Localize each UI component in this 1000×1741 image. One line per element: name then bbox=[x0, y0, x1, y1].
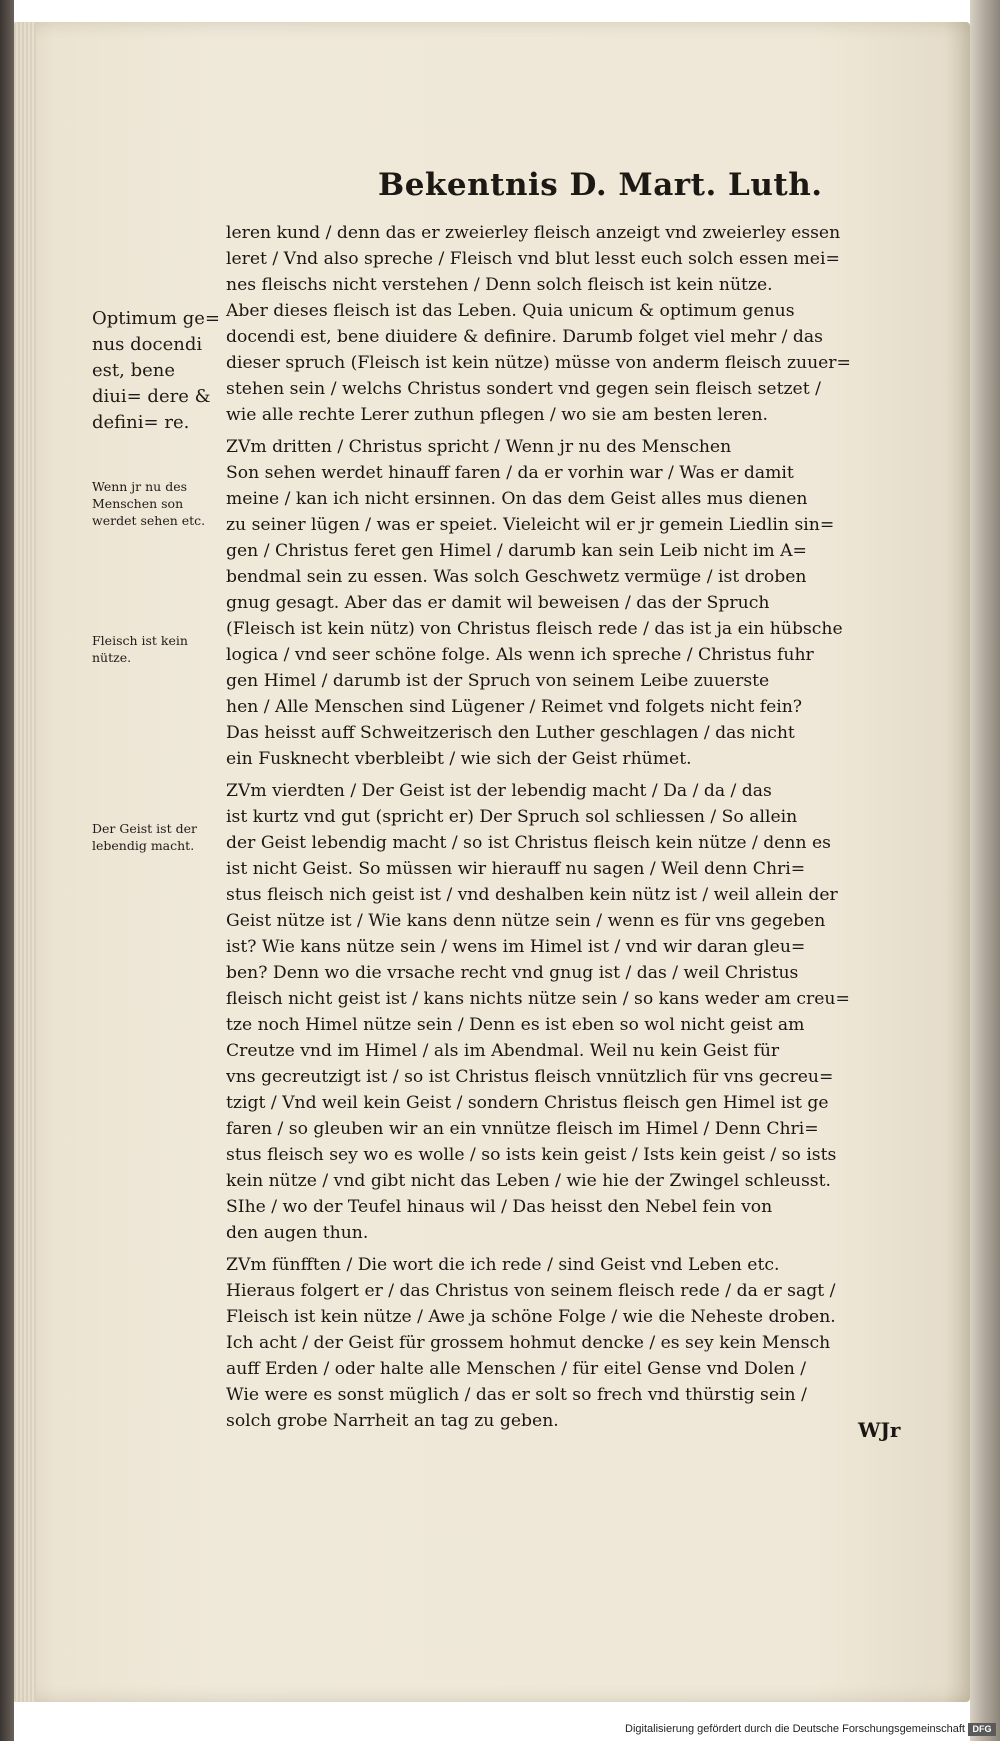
text-line: leren kund / denn das er zweierley fleisch anzeigt vnd zweierley essen bbox=[226, 223, 841, 243]
catchword: WJr bbox=[858, 1418, 901, 1442]
text-line: dieser spruch (Fleisch ist kein nütze) müsse von anderm fleisch zuuer= bbox=[226, 353, 851, 373]
text-line: meine / kan ich nicht ersinnen. On das dem Geist alles mus dienen bbox=[226, 489, 808, 509]
text-line: tze noch Himel nütze sein / Denn es ist eben so wol nicht geist am bbox=[226, 1015, 805, 1035]
text-line: ben? Denn wo die vrsache recht vnd gnug ist / das / weil Christus bbox=[226, 963, 799, 983]
footer-credit: Digitalisierung gefördert durch die Deutsche Forschungsgemeinschaft bbox=[625, 1723, 965, 1735]
text-line: Hieraus folgert er / das Christus von seinem fleisch rede / da er sagt / bbox=[226, 1281, 836, 1301]
text-line: vns gecreutzigt ist / so ist Christus fleisch vnnützlich für vns gecreu= bbox=[226, 1067, 834, 1087]
text-line: stehen sein / welchs Christus sondert vnd gegen sein fleisch setzet / bbox=[226, 379, 821, 399]
margin-note-menschen-son: Wenn jr nu des Menschen son werdet sehen etc. bbox=[92, 479, 206, 528]
text-line: kein nütze / vnd gibt nicht das Leben / wie hie der Zwingel schleusst. bbox=[226, 1171, 831, 1191]
text-line: ein Fusknecht vberbleibt / wie sich der Geist rhümet. bbox=[226, 749, 692, 769]
text-line: fleisch nicht geist ist / kans nichts nütze sein / so kans weder am creu= bbox=[226, 989, 850, 1009]
margin-note-geist-lebendig: Der Geist ist der lebendig macht. bbox=[92, 821, 197, 853]
text-line: gen / Christus feret gen Himel / darumb kan sein Leib nicht im A= bbox=[226, 541, 807, 561]
text-line: wie alle rechte Lerer zuthun pflegen / wo sie am besten leren. bbox=[226, 405, 768, 425]
text-line: ist kurtz vnd gut (spricht er) Der Spruch sol schliessen / So allein bbox=[226, 807, 798, 827]
text-line: SIhe / wo der Teufel hinaus wil / Das heisst den Nebel fein von bbox=[226, 1197, 773, 1217]
text-line: Aber dieses fleisch ist das Leben. Quia unicum & optimum genus bbox=[226, 301, 795, 321]
text-line: ZVm dritten / Christus spricht / Wenn jr nu des Menschen bbox=[226, 437, 732, 457]
book-spine-left bbox=[0, 0, 14, 1741]
text-line: leret / Vnd also spreche / Fleisch vnd blut lesst euch solch essen mei= bbox=[226, 249, 840, 269]
dfg-logo-icon: DFG bbox=[968, 1723, 996, 1736]
text-line: hen / Alle Menschen sind Lügener / Reimet vnd folgets nicht fein? bbox=[226, 697, 803, 717]
text-line: der Geist lebendig macht / so ist Christus fleisch kein nütze / denn es bbox=[226, 833, 832, 853]
text-line: Ich acht / der Geist für grossem hohmut dencke / es sey kein Mensch bbox=[226, 1333, 831, 1353]
text-line: Son sehen werdet hinauff faren / da er vorhin war / Was er damit bbox=[226, 463, 794, 483]
text-line: Geist nütze ist / Wie kans denn nütze sein / wenn es für vns gegeben bbox=[226, 911, 826, 931]
text-line: Creutze vnd im Himel / als im Abendmal. Weil nu kein Geist für bbox=[226, 1041, 780, 1061]
text-line: Wie were es sonst müglich / das er solt so frech vnd thürstig sein / bbox=[226, 1385, 807, 1405]
margin-note-optimum-genus: Optimum ge= nus docendi est, bene diui= dere & defini= re. bbox=[92, 308, 220, 433]
text-line: tzigt / Vnd weil kein Geist / sondern Christus fleisch gen Himel ist ge bbox=[226, 1093, 829, 1113]
text-line: solch grobe Narrheit an tag zu geben. bbox=[226, 1411, 559, 1431]
text-line: den augen thun. bbox=[226, 1223, 369, 1243]
text-line: ZVm vierdten / Der Geist ist der lebendig macht / Da / da / das bbox=[226, 781, 772, 801]
text-line: faren / so gleuben wir an ein vnnütze fleisch im Himel / Denn Chri= bbox=[226, 1119, 819, 1139]
text-line: ZVm fünfften / Die wort die ich rede / sind Geist vnd Leben etc. bbox=[226, 1255, 780, 1275]
text-line: auff Erden / oder halte alle Menschen / für eitel Gense vnd Dolen / bbox=[226, 1359, 807, 1379]
text-line: (Fleisch ist kein nütz) von Christus fleisch rede / das ist ja ein hübsche bbox=[226, 619, 843, 639]
digitization-footer bbox=[0, 1720, 1000, 1741]
text-line: zu seiner lügen / was er speiet. Vieleicht wil er jr gemein Liedlin sin= bbox=[226, 515, 835, 535]
text-line: Das heisst auff Schweitzerisch den Luther geschlagen / das nicht bbox=[226, 723, 795, 743]
text-line: ist? Wie kans nütze sein / wens im Himel ist / vnd wir daran gleu= bbox=[226, 937, 806, 957]
text-line: bendmal sein zu essen. Was solch Geschwetz vermüge / ist droben bbox=[226, 567, 807, 587]
book-edge-right bbox=[970, 0, 1000, 1741]
text-line: stus fleisch nich geist ist / vnd deshalben kein nütz ist / weil allein der bbox=[226, 885, 838, 905]
text-line: Fleisch ist kein nütze / Awe ja schöne Folge / wie die Neheste droben. bbox=[226, 1307, 836, 1327]
text-line: gen Himel / darumb ist der Spruch von seinem Leibe zuuerste bbox=[226, 671, 770, 691]
body-text bbox=[226, 220, 931, 1434]
margin-note-fleisch-kein-nuetze: Fleisch ist kein nütze. bbox=[92, 633, 188, 665]
text-line: nes fleischs nicht verstehen / Denn solch fleisch ist kein nütze. bbox=[226, 275, 773, 295]
page-gutter-edge bbox=[14, 22, 36, 1702]
text-line: docendi est, bene diuidere & definire. Darumb folget viel mehr / das bbox=[226, 327, 823, 347]
text-line: stus fleisch sey wo es wolle / so ists kein geist / Ists kein geist / so ists bbox=[226, 1145, 837, 1165]
text-line: logica / vnd seer schöne folge. Als wenn ich spreche / Christus fuhr bbox=[226, 645, 814, 665]
text-line: gnug gesagt. Aber das er damit wil beweisen / das der Spruch bbox=[226, 593, 770, 613]
text-line: ist nicht Geist. So müssen wir hierauff nu sagen / Weil denn Chri= bbox=[226, 859, 806, 879]
running-head: Bekentnis D. Mart. Luth. bbox=[378, 167, 823, 203]
